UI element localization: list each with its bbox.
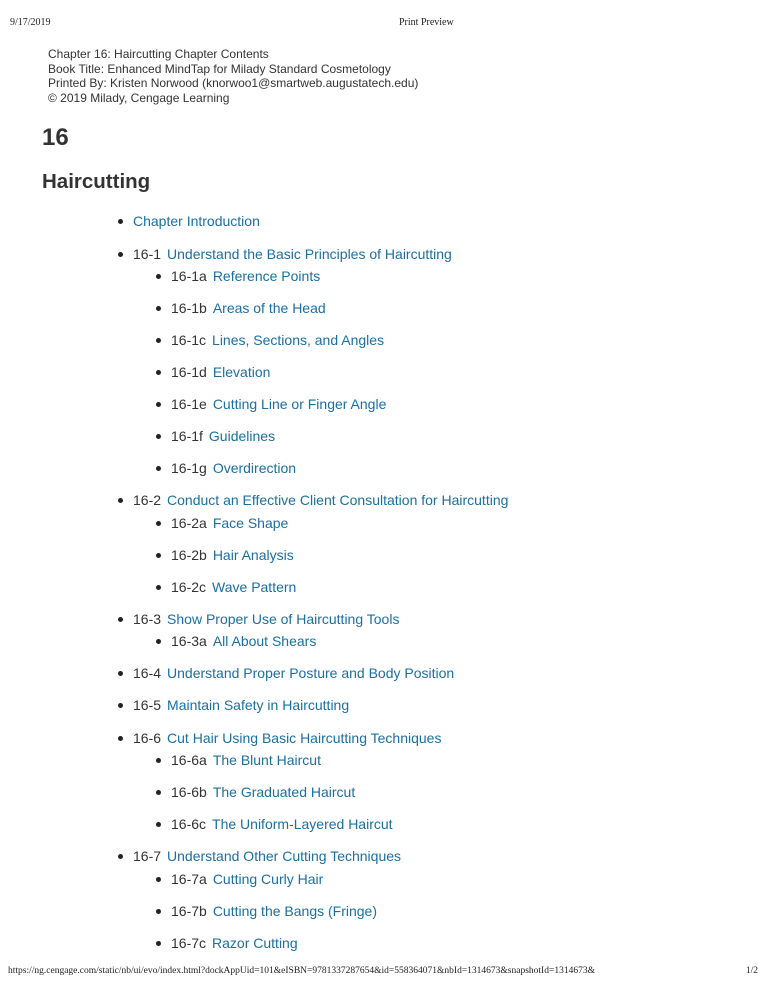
toc-item bbox=[133, 697, 349, 713]
page-url: https://ng.cengage.com/static/nb/ui/evo/index.html?dockAppUid=101&eISBN=9781337287654&id=558364071&nbId=1314673&snapshotId=1314673& bbox=[8, 966, 595, 976]
toc-link[interactable]: Understand the Basic Principles of Haircutting bbox=[167, 246, 452, 262]
toc-link[interactable]: Cutting Line or Finger Angle bbox=[212, 396, 387, 412]
print-date: 9/17/2019 bbox=[10, 17, 51, 28]
toc-link[interactable]: Overdirection bbox=[212, 460, 297, 476]
toc-section-number: 16-1a bbox=[171, 268, 207, 284]
toc-section-number: 16-3 bbox=[133, 611, 162, 627]
print-preview-title: Print Preview bbox=[399, 17, 454, 28]
toc-item bbox=[171, 268, 320, 284]
toc-section-number: 16-7c bbox=[171, 935, 207, 951]
toc-link[interactable]: Lines, Sections, and Angles bbox=[212, 332, 385, 348]
toc-item bbox=[171, 784, 355, 800]
toc-item bbox=[171, 428, 275, 444]
toc-section-number: 16-7 bbox=[133, 848, 162, 864]
toc-item bbox=[171, 579, 296, 595]
toc-section-number: 16-1 bbox=[133, 246, 162, 262]
toc-section-number: 16-7b bbox=[171, 903, 207, 919]
toc-link[interactable]: Maintain Safety in Haircutting bbox=[167, 697, 350, 713]
toc-section-number: 16-4 bbox=[133, 665, 162, 681]
toc-item bbox=[171, 935, 298, 951]
toc-section-number: 16-2b bbox=[171, 547, 207, 563]
toc-item bbox=[133, 848, 401, 864]
toc-section-number: 16-6 bbox=[133, 730, 162, 746]
toc-link[interactable]: Reference Points bbox=[212, 268, 321, 284]
toc-section-number: 16-6a bbox=[171, 752, 207, 768]
chapter-number: 16 bbox=[42, 124, 69, 151]
toc-section-number: 16-1e bbox=[171, 396, 207, 412]
toc-item bbox=[133, 246, 452, 262]
toc-section-number: 16-1g bbox=[171, 460, 207, 476]
toc-link[interactable]: Elevation bbox=[212, 364, 271, 380]
toc-link[interactable]: Cutting the Bangs (Fringe) bbox=[212, 903, 378, 919]
toc-item bbox=[171, 871, 323, 887]
toc-section-number: 16-2a bbox=[171, 515, 207, 531]
toc-link[interactable]: The Uniform-Layered Haircut bbox=[212, 816, 393, 832]
toc-item bbox=[171, 752, 321, 768]
toc-link[interactable]: Razor Cutting bbox=[212, 935, 298, 951]
toc-item bbox=[171, 332, 384, 348]
toc-item bbox=[133, 665, 454, 681]
toc-link[interactable]: All About Shears bbox=[212, 633, 317, 649]
meta-chapter-line: Chapter 16: Haircutting Chapter Contents bbox=[48, 47, 269, 61]
toc-link[interactable]: Areas of the Head bbox=[212, 300, 326, 316]
toc-link[interactable]: Show Proper Use of Haircutting Tools bbox=[167, 611, 400, 627]
toc-section-number: 16-5 bbox=[133, 697, 162, 713]
chapter-title: Haircutting bbox=[42, 170, 151, 193]
toc-section-number: 16-3a bbox=[171, 633, 207, 649]
toc-item bbox=[171, 547, 294, 563]
toc-link[interactable]: The Graduated Haircut bbox=[212, 784, 356, 800]
toc-item bbox=[171, 460, 296, 476]
toc-item bbox=[171, 364, 270, 380]
toc-item bbox=[171, 396, 386, 412]
chapter-metadata bbox=[48, 47, 418, 105]
toc-link[interactable]: Guidelines bbox=[208, 428, 276, 444]
toc-link[interactable]: Face Shape bbox=[212, 515, 289, 531]
toc-section-number: 16-7a bbox=[171, 871, 207, 887]
toc-item bbox=[171, 633, 316, 649]
toc-section-number: 16-1c bbox=[171, 332, 207, 348]
toc-section-number: 16-1d bbox=[171, 364, 207, 380]
toc-link[interactable]: The Blunt Haircut bbox=[212, 752, 321, 768]
toc-section-number: 16-1f bbox=[171, 428, 203, 444]
toc-item bbox=[171, 816, 393, 832]
toc-link[interactable]: Wave Pattern bbox=[212, 579, 297, 595]
page-number: 1/2 bbox=[745, 966, 758, 976]
toc-item bbox=[171, 300, 326, 316]
toc-link[interactable]: Conduct an Effective Client Consultation for Haircutting bbox=[167, 492, 509, 508]
meta-copyright-line: © 2019 Milady, Cengage Learning bbox=[48, 90, 230, 105]
toc-section-number: 16-6c bbox=[171, 816, 207, 832]
toc-item bbox=[171, 515, 288, 531]
toc-link[interactable]: Understand Other Cutting Techniques bbox=[167, 848, 402, 864]
toc-item bbox=[133, 611, 399, 627]
toc-link[interactable]: Cut Hair Using Basic Haircutting Techniques bbox=[167, 730, 442, 746]
toc-link[interactable]: Cutting Curly Hair bbox=[212, 871, 324, 887]
meta-book-title-line: Book Title: Enhanced MindTap for Milady Standard Cosmetology bbox=[48, 61, 391, 76]
meta-printed-by-line: Printed By: Kristen Norwood (knorwoo1@smartweb.augustatech.edu) bbox=[48, 76, 419, 90]
toc-item bbox=[133, 730, 441, 746]
toc-section-number: 16-2 bbox=[133, 492, 162, 508]
toc-item bbox=[133, 213, 260, 229]
toc-item bbox=[133, 492, 508, 508]
toc-link[interactable]: Chapter Introduction bbox=[133, 213, 260, 229]
toc-section-number: 16-6b bbox=[171, 784, 207, 800]
toc-link[interactable]: Understand Proper Posture and Body Position bbox=[167, 665, 455, 681]
toc-item bbox=[171, 903, 377, 919]
toc-link[interactable]: Hair Analysis bbox=[212, 547, 294, 563]
toc-section-number: 16-2c bbox=[171, 579, 207, 595]
toc-section-number: 16-1b bbox=[171, 300, 207, 316]
